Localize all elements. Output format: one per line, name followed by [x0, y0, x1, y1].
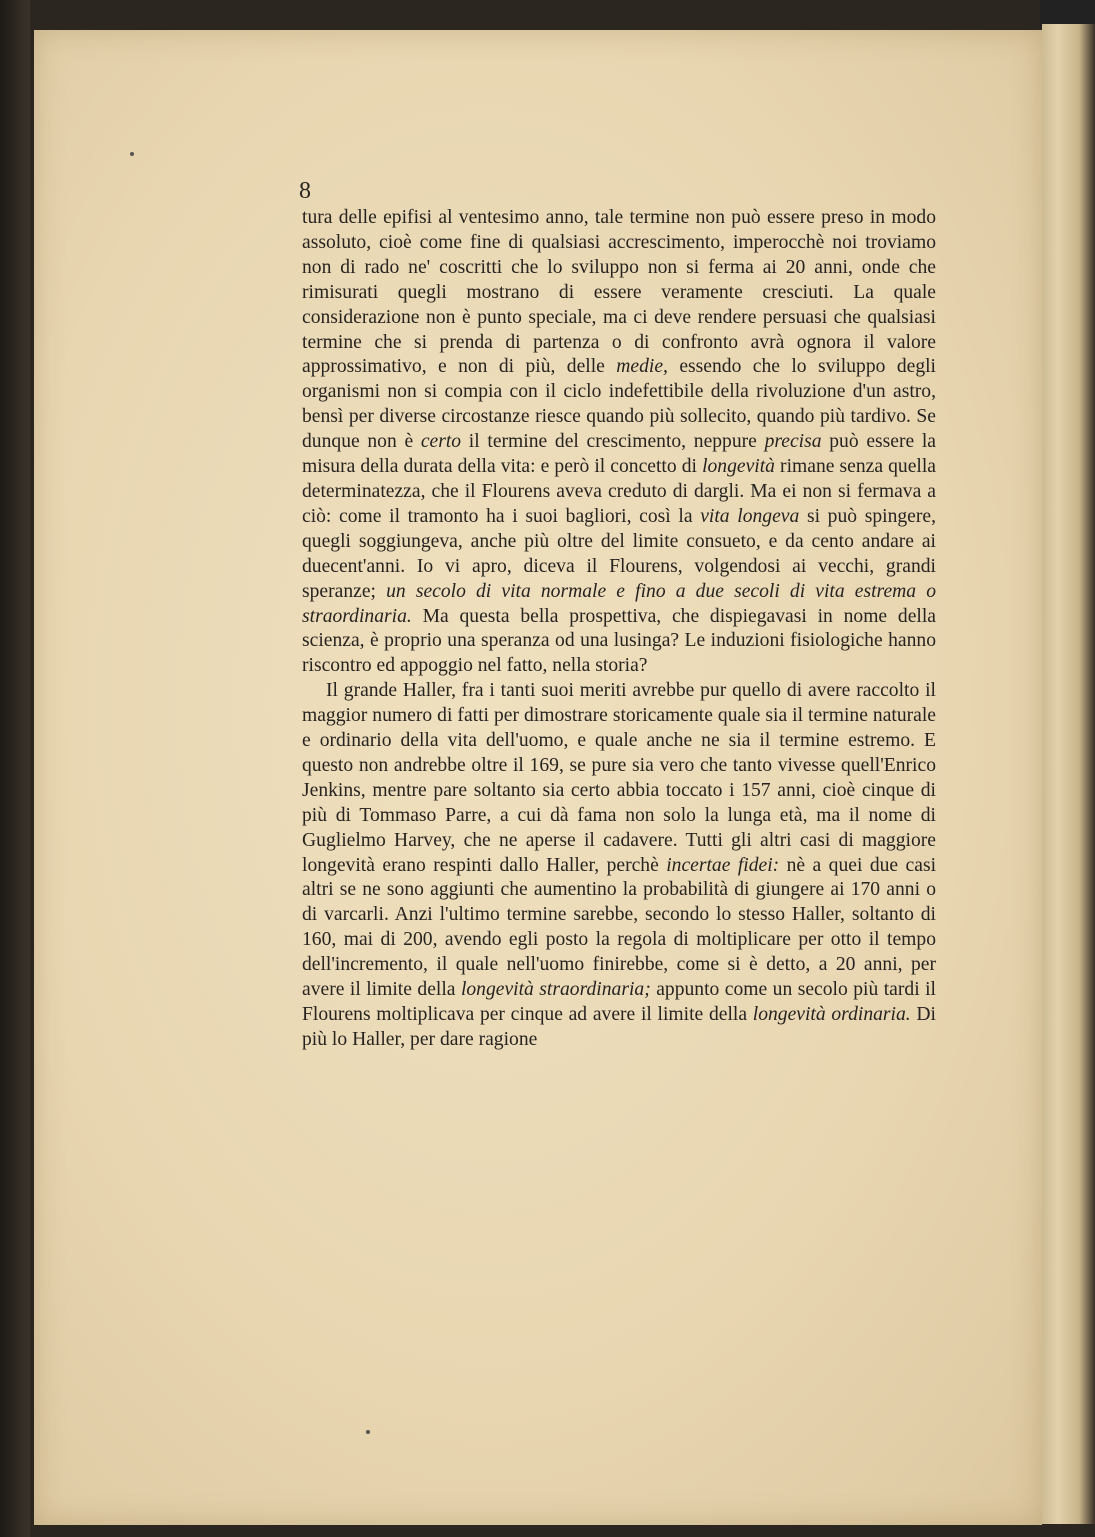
facing-page-edge — [1042, 24, 1095, 1524]
scan-background-left — [0, 0, 30, 1537]
page-number: 8 — [299, 178, 311, 204]
italic-phrase: incertae fidei: — [666, 854, 780, 876]
text-run: si può spingere, quegli soggiungeva, anche più oltre del limite consueto, e da cento andare ai duecent'anni. Io vi apro, diceva il Flourens, volgendosi ai vecchi, grandi speranze; — [302, 505, 936, 602]
text-run: Di più lo Haller, per dare ragione — [302, 1004, 936, 1050]
text-run: tura delle epifisi al ventesimo anno, tale termine non può essere preso in modo assoluto, cioè come fine di qualsiasi accrescimento, imperocchè noi troviamo non di rado ne' coscritti che lo sviluppo non si ferma ai 20 anni, onde che rimisurati quegli mostrano di essere veramente cresciuti. La quale considerazione non è punto speciale, ma ci deve rendere persuasi che qualsiasi termine che si prenda di partenza o di confronto avrà ognora il valore approssimativo, e non di più, delle — [302, 207, 936, 378]
italic-phrase: vita longeva — [700, 505, 800, 527]
italic-phrase: longevità ordinaria. — [752, 1004, 911, 1025]
text-run: Ma questa bella prospettiva, che dispiegavasi in nome della scienza, è proprio una speranza od una lusinga? Le induzioni fisiologiche hanno riscontro ed appoggio nel fatto, nella storia? — [302, 605, 936, 677]
body-text — [302, 206, 936, 1053]
page-speck — [366, 1430, 370, 1434]
text-run: rimane senza quella determinatezza, che il Flourens aveva creduto di dargli. Ma ei non si fermava a ciò: come il tramonto ha i suoi bagliori, così la — [302, 456, 937, 527]
text-run: Il grande Haller, fra i tanti suoi meriti avrebbe pur quello di avere raccolto il maggior numero di fatti per dimostrare storicamente quale sia il termine naturale e ordinario della vita dell'uomo, e quale anche ne sia il termine estremo. E questo non andrebbe oltre il 169, se pure sia vero che tanto vivesse quell'Enrico Jenkins, mentre pare soltanto sia certo abbia toccato i 157 anni, cioè cinque di più di Tommaso Parre, a cui dà fama non solo la lunga età, ma il nome di Guglielmo Harvey, che ne aperse il cadavere. Tutti gli altri casi di maggiore longevità erano respinti dallo Haller, perchè — [302, 680, 936, 876]
text-run: nè a quei due casi altri se ne sono aggiunti che aumentino la probabilità di giungere ai 170 anni o di varcarli. Anzi l'ultimo termine sarebbe, secondo lo stesso Haller, soltanto di 160, mai di 200, avendo egli posto la regola di moltiplicare per otto il tempo dell'incremento, il quale nell'uomo finirebbe, come si è detto, a 20 anni, per avere il limite della — [302, 854, 937, 1001]
italic-phrase: certo — [420, 431, 462, 453]
italic-phrase: longevità straordinaria; — [460, 979, 651, 1001]
page-speck — [130, 152, 134, 156]
text-run: essendo che lo sviluppo degli organismi non si compia con il ciclo indefettibile della rivoluzione d'un astro, bensì per diverse circostanze riesce quando più sollecito, quando più tardivo. Se dunque non è — [302, 356, 937, 453]
italic-phrase: medie, — [616, 356, 668, 378]
text-run: il termine del crescimento, neppure — [461, 431, 765, 453]
paragraph-1 — [302, 206, 936, 679]
italic-phrase: longevità — [702, 456, 775, 478]
text-run: appunto come un secolo più tardi il Flourens moltiplicava per cinque ad avere il limite della — [302, 979, 936, 1025]
text-run: può essere la misura della durata della vita: e però il concetto di — [302, 431, 937, 478]
italic-phrase: un secolo di vita normale e fino a due secoli di vita estrema o straordinaria. — [302, 580, 937, 627]
paragraph-2 — [302, 679, 936, 1053]
italic-phrase: precisa — [764, 431, 822, 453]
